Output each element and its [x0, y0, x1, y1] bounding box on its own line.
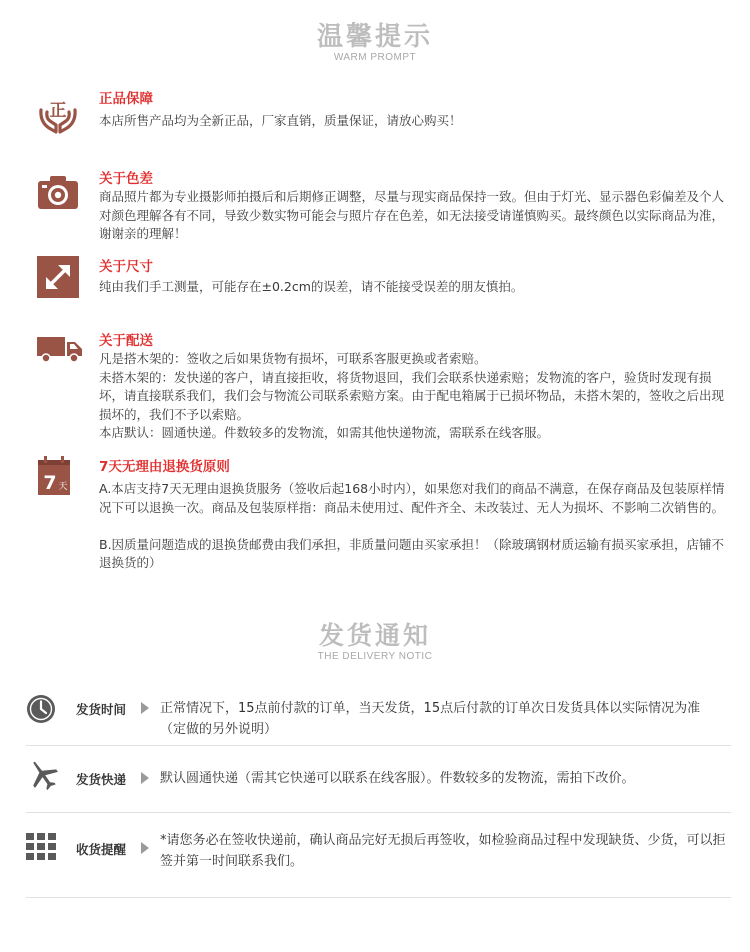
prompt-item-body: 商品照片都为专业摄影师拍摄后和后期修正调整，尽量与现实商品保持一致。但由于灯光、显示器色彩偏差及个人对颜色理解各有不同，导致少数实物可能会与照片存在色差，如无法接受请谨慎购买。最终颜色以实际商品为准，谢谢亲的理解！ [99, 189, 725, 241]
warm-prompt-title: 温馨提示 [316, 22, 433, 52]
arrow-right-icon [141, 842, 149, 854]
prompt-item-title: 关于尺寸 [99, 259, 153, 275]
genuine-hands-icon [37, 94, 79, 136]
delivery-row-express [26, 758, 726, 798]
prompt-item-title: 正品保障 [99, 91, 153, 107]
prompt-item-body: 凡是搭木架的：签收之后如果货物有损坏，可联系客服更换或者索赔。 未搭木架的：发快递的客户，请直接拒收，将货物退回，我们会联系快递索赔；发物流的客户，验货时发现有损坏，请直接联系我们，我们会与物流公司联系索赔方案。由于配电箱属于已损坏物品，未搭木架的，签收之后出现损坏的，我们不予以索赔。 本店默认：圆通快递。件数较多的发物流，如需其他快递物流，需联系在线客服。 [99, 351, 725, 440]
svg-text:正: 正 [49, 101, 67, 121]
grid-icon [26, 833, 56, 865]
divider [26, 812, 731, 813]
prompt-item-return [37, 458, 727, 598]
calendar-7-icon [37, 456, 71, 496]
prompt-item-title: 关于色差 [99, 171, 153, 187]
arrow-right-icon [141, 772, 149, 784]
delivery-row-label: 发货时间 [76, 702, 127, 717]
truck-icon [37, 335, 83, 377]
prompt-item-size [37, 258, 727, 300]
calendar-icon-unit: 天 [58, 482, 68, 492]
ruler-arrow-icon [37, 256, 79, 298]
delivery-row-receipt [26, 828, 726, 880]
delivery-row-text: 正常情况下，15点前付款的订单，当天发货，15点后付款的订单次日发货具体以实际情况为准（定做的另外说明） [160, 701, 701, 737]
prompt-item-body: 本店所售产品均为全新正品，厂家直销，质量保证，请放心购买！ [99, 113, 462, 128]
delivery-title: 发货通知 [318, 621, 431, 650]
prompt-item-body: 纯由我们手工测量，可能存在±0.2cm的误差，请不能接受误差的朋友慎拍。 [99, 279, 524, 294]
calendar-icon-number: 7 [43, 472, 57, 494]
delivery-row-text: *请您务必在签收快递前，确认商品完好无损后再签收，如检验商品过程中发现缺货、少货，可以拒签并第一时间联系我们。 [160, 833, 726, 869]
arrow-right-icon [141, 702, 149, 714]
prompt-item-body: A.本店支持7天无理由退换货服务（签收后起168小时内），如果您对我们的商品不满意，在保存商品及包装原样情况下可以退换一次。商品及包装原样指：商品未使用过、配件齐全、未改装过、无人为损坏、不影响二次销售的。 B.因质量问题造成的退换货邮费由我们承担，非质量问题由买家承担！（除玻璃钢材质运输有损买家承担，店铺不退换货的） [99, 481, 725, 570]
prompt-item-genuine [37, 90, 727, 140]
prompt-item-title: 7天无理由退换货原则 [99, 459, 230, 475]
camera-icon [37, 174, 79, 216]
clock-icon [26, 694, 56, 728]
airplane-icon [26, 758, 60, 796]
prompt-item-title: 关于配送 [99, 333, 153, 349]
delivery-row-label: 发货快递 [76, 772, 127, 787]
divider [26, 745, 731, 746]
delivery-row-time [26, 692, 726, 740]
delivery-subtitle: THE DELIVERY NOTIC [317, 651, 433, 662]
divider [26, 897, 731, 898]
warm-prompt-subtitle: WARM PROMPT [333, 52, 417, 63]
delivery-row-text: 默认圆通快递（需其它快递可以联系在线客服）。件数较多的发物流，需拍下改价。 [160, 771, 635, 786]
prompt-item-color [37, 170, 727, 250]
delivery-row-label: 收货提醒 [76, 842, 127, 857]
prompt-item-shipping [37, 332, 727, 450]
